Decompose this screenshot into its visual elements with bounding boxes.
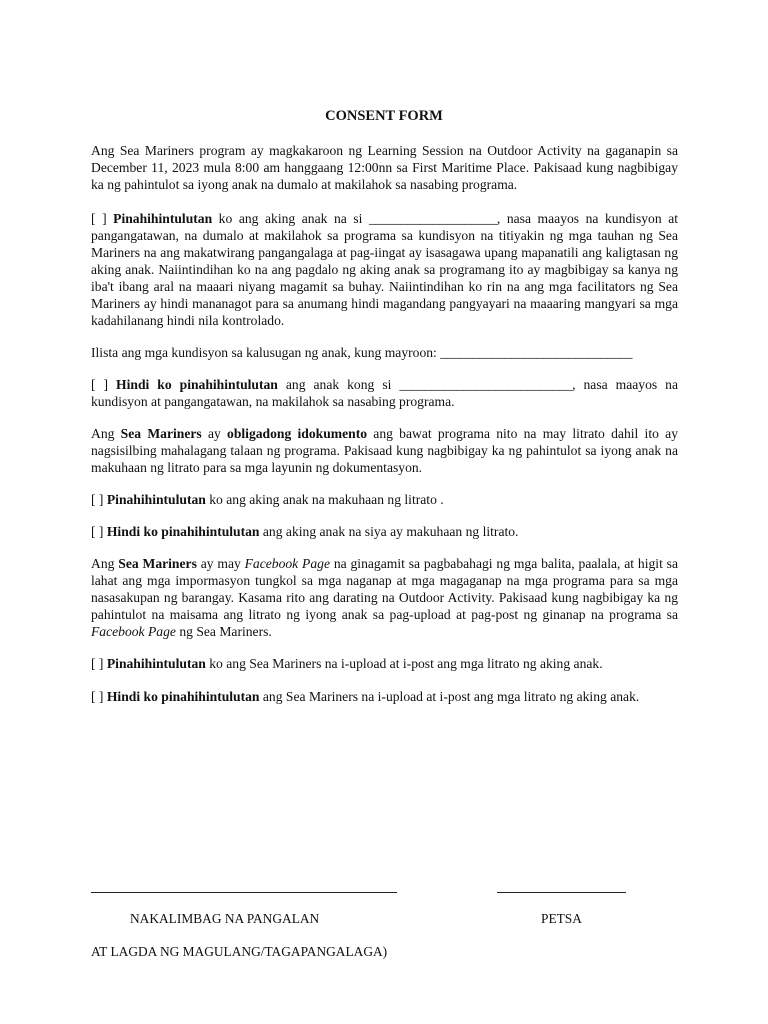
consent-attend-checkbox[interactable]: [ ] — [91, 211, 107, 226]
refuse-photo-line — [91, 523, 678, 540]
fb-intro-org-name: Sea Mariners — [118, 556, 197, 571]
child-name-blank[interactable]: ____________________ — [368, 211, 497, 226]
photo-intro-text-b: ay — [201, 426, 228, 441]
parent-signature-line[interactable] — [91, 892, 397, 893]
refuse-upload-line — [91, 688, 678, 705]
facebook-page-paragraph — [91, 555, 678, 640]
photo-intro-org-name: Sea Mariners — [120, 426, 202, 441]
fb-intro-page-name: Facebook Page — [244, 556, 330, 571]
refuse-upload-checkbox[interactable]: [ ] — [91, 689, 104, 704]
consent-photo-text: ko ang aking anak na makuhaan ng litrato . — [205, 492, 444, 507]
form-title: CONSENT FORM — [325, 108, 443, 124]
consent-attend-keyword: Pinahihintulutan — [113, 211, 213, 226]
photo-intro-text-a: Ang — [91, 426, 121, 441]
refuse-attend-checkbox[interactable]: [ ] — [91, 377, 109, 392]
fb-intro-text-a: Ang — [91, 556, 119, 571]
consent-attend-text-b: , nasa maayos na kundisyon at pangangatawan, na dumalo at makilahok sa programa sa kundisyon na titiyakin ng mga tauhan ng Sea Mariners na ang makatwirang pangangalaga at pag-iingat ay isasagawa upang mapanatili ang kaligtasan ng aking anak. Naiintindihan ko na ang pagdalo ng aking anak sa programang ito ay magbibigay sa kanya ng iba't ibang aral na maaari niyang magamit sa buhay. Naiintindihan ko rin na ang mga facilitators ng Sea Mariners ay hindi mananagot para sa anumang hindi magandang pangyayari na maaaring mangyari sa mga kadahilanang hindi nila kontrolado. — [91, 211, 678, 328]
consent-upload-text: ko ang Sea Mariners na i-upload at i-post ang mga litrato ng aking anak. — [205, 656, 603, 671]
fb-intro-text-c: na ginagamit sa pagbabahagi ng mga balita, paalala, at higit sa lahat ang mga impormasyon tungkol sa mga naganap at mga magaganap na mga programa para sa mga nasasakupan ng barangay. Kasama rito ang darating na Outdoor Activity. Pakisaad kung nagbibigay ka ng pahintulot na maisama ang litrato ng iyong anak sa pag-upload at pag-post ng ginanap na programa sa — [91, 556, 679, 622]
refuse-child-name-blank[interactable]: ___________________________ — [399, 377, 573, 392]
fb-intro-page-name-2: Facebook Page — [91, 624, 176, 639]
consent-upload-checkbox[interactable]: [ ] — [91, 656, 104, 671]
photo-intro-text-c: ang bawat programa nito na may litrato dahil ito ay nagsisilbing mahalagang talaan ng programa. Pakisaad kung nagbibigay ka ng pahintulot sa iyong anak na makuhaan ng litrato para sa mga layunin ng dokumentasyon. — [91, 426, 678, 475]
refuse-upload-keyword: Hindi ko pinahihintulutan — [106, 689, 260, 704]
refuse-upload-text: ang Sea Mariners na i-upload at i-post ang mga litrato ng aking anak. — [259, 689, 640, 704]
refuse-photo-keyword: Hindi ko pinahihintulutan — [106, 524, 260, 539]
fb-intro-text-b: ay may — [196, 556, 245, 571]
consent-photo-checkbox[interactable]: [ ] — [91, 492, 104, 507]
date-label: PETSA — [541, 911, 582, 926]
health-conditions-blank[interactable]: ______________________________ — [440, 345, 633, 360]
consent-attend-text-a: ko ang aking anak na si — [212, 211, 369, 226]
consent-photo-line — [91, 491, 678, 508]
fb-intro-text-d: ng Sea Mariners. — [175, 624, 272, 639]
consent-attend-paragraph — [91, 210, 678, 329]
consent-upload-line — [91, 655, 678, 672]
parent-signature-label: AT LAGDA NG MAGULANG/TAGAPANGALAGA) — [91, 944, 388, 959]
consent-photo-keyword: Pinahihintulutan — [106, 492, 206, 507]
refuse-photo-text: ang aking anak na siya ay makuhaan ng litrato. — [259, 524, 519, 539]
photo-intro-obligation: obligadong idokumento — [227, 426, 368, 441]
refuse-attend-text-b: , nasa maayos na kundisyon at pangangatawan, na makilahok sa nasabing programa. — [91, 377, 678, 409]
printed-name-label: NAKALIMBAG NA PANGALAN — [130, 911, 320, 926]
refuse-attend-text-a: ang anak kong si — [277, 377, 400, 392]
health-conditions-label: Ilista ang mga kundisyon sa kalusugan ng anak, kung mayroon: — [91, 345, 441, 360]
consent-upload-keyword: Pinahihintulutan — [106, 656, 206, 671]
intro-paragraph: Ang Sea Mariners program ay magkakaroon ng Learning Session na Outdoor Activity na gaganapin sa December 11, 2023 mula 8:00 am hanggaang 12:00nn sa First Maritime Place. Pakisaad kung nagbibigay ka ng pahintulot sa iyong anak na dumalo at makilahok sa nasabing programa. — [91, 143, 678, 192]
refuse-photo-checkbox[interactable]: [ ] — [91, 524, 104, 539]
refuse-attend-paragraph — [91, 376, 678, 410]
refuse-attend-keyword: Hindi ko pinahihintulutan — [116, 377, 278, 392]
health-conditions-line — [91, 344, 678, 361]
date-signature-line[interactable] — [497, 892, 626, 893]
photo-documentation-paragraph — [91, 425, 678, 476]
